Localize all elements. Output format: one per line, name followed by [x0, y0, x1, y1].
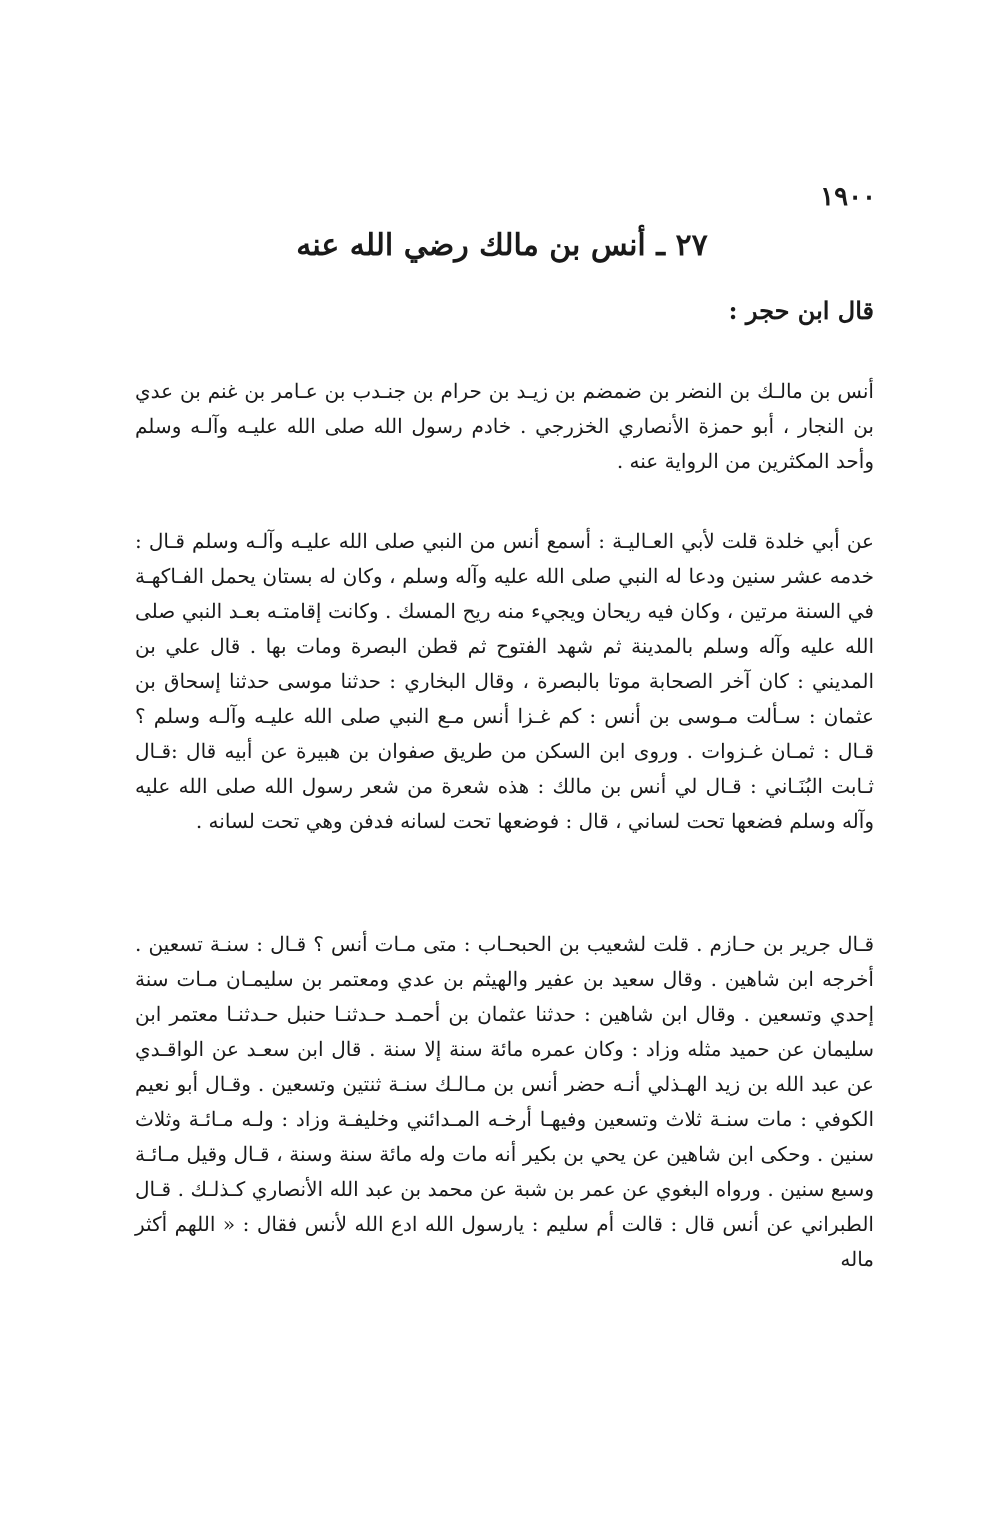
chapter-title: ٢٧ ـ أنس بن مالك رضي الله عنه [296, 228, 708, 263]
paragraph-1: أنس بن مالـك بن النضر بن ضمضم بن زيـد بن حرام بن جنـدب بن عـامر بن غنم بن عدي بن النجار ، أبو حمزة الأنصاري الخزرجي . خادم رسول الله صلى الله عليـه وآلـه وسلم وأحد المكثرين من الرواية عنه . [135, 379, 874, 473]
paragraph-2: عن أبي خلدة قلت لأبي العـاليـة : أسمع أنس من النبي صلى الله عليـه وآلـه وسلم قـال : خدمه عشر سنين ودعا له النبي صلى الله عليه وآله وسلم ، وكان له بستان يحمل الفـاكهـة في السنة مرتين ، وكان فيه ريحان ويجيء منه ريح المسك . وكانت إقامتـه بعـد النبي صلى الله عليه وآله وسلم بالمدينة ثم شهد الفتوح ثم قطن البصرة ومات بها . قال علي بن المديني : كان آخر الصحابة موتا بالبصرة ، وقال البخاري : حدثنا موسى حدثنا إسحاق بن عثمان : سـألت مـوسى بن أنس : كم غـزا أنس مـع النبي صلى الله عليـه وآلـه وسلم ؟ قـال : ثمـان غـزوات . وروى ابن السكن من طريق صفوان بن هبيرة عن أبيه قال :قـال ثـابت البُنَـاني : قـال لي أنس بن مالك : هذه شعرة من شعر رسول الله صلى الله عليه وآله وسلم فضعها تحت لساني ، قال : فوضعها تحت لسانه فدفن وهي تحت لسانه . [135, 529, 874, 833]
page-number: ١٩٠٠ [820, 182, 876, 212]
section-heading: قال ابن حجر : [728, 296, 874, 325]
paragraph-3: قـال جرير بن حـازم . قلت لشعيب بن الحبحـاب : متى مـات أنس ؟ قـال : سنـة تسعين . أخرجه ابن شاهين . وقال سعيد بن عفير والهيثم بن عدي ومعتمر بن سليمـان مـات سنة إحدي وتسعين . وقال ابن شاهين : حدثنا عثمان بن أحمـد حـدثنـا حنبل حـدثنـا معتمر ابن سليمان عن حميد مثله وزاد : وكان عمره مائة سنة إلا سنة . قال ابن سعـد عن الواقـدي عن عبد الله بن زيد الهـذلي أنـه حضر أنس بن مـالـك سنـة ثنتين وتسعين . وقـال أبو نعيم الكوفي : مات سنـة ثلاث وتسعين وفيهـا أرخـه المـدائني وخليفـة وزاد : ولـه مـائـة وثلاث سنين . وحكى ابن شاهين عن يحي بن بكير أنه مات وله مائة سنة وسنة ، قـال وقيل مـائـة وسبع سنين . ورواه البغوي عن عمر بن شبة عن محمد بن عبد الله الأنصاري كـذلـك . قـال الطبراني عن أنس قال : قالت أم سليم : يارسول الله ادع الله لأنس فقال : « اللهم أكثر ماله [135, 932, 875, 1271]
